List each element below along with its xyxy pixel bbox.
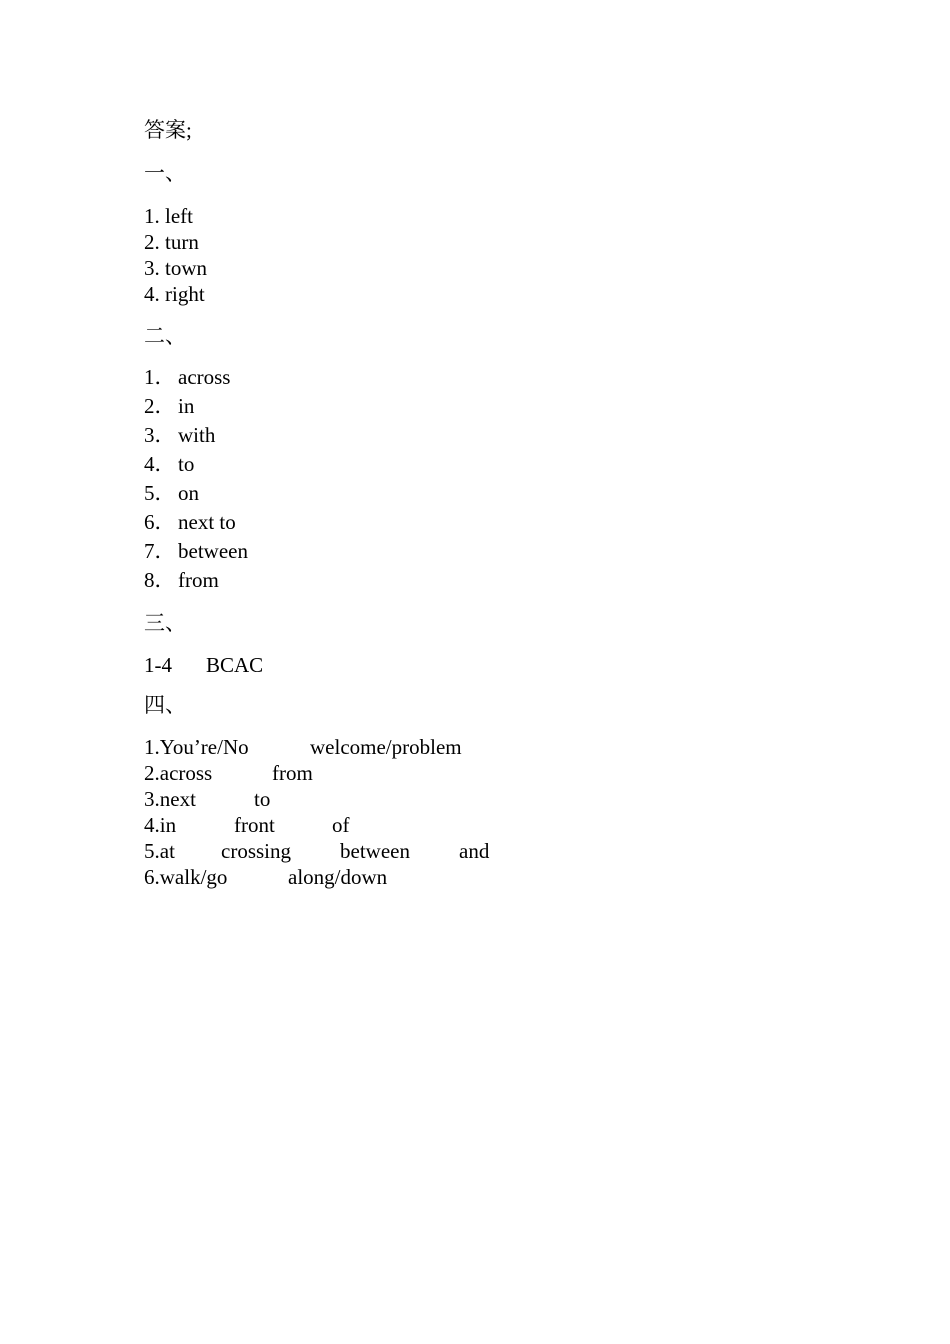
row-word: 2.across — [144, 761, 213, 785]
section-2-item — [144, 451, 194, 477]
row-word: 3.next — [144, 787, 196, 811]
section-2-item — [144, 393, 194, 419]
section-4-row — [144, 760, 544, 786]
item-answer: from — [178, 568, 219, 592]
item-number: 6． — [144, 510, 176, 534]
section-4-row — [144, 812, 544, 838]
section-2-item — [144, 567, 219, 593]
row-word: 5.at — [144, 839, 175, 863]
section-1-item: 4. right — [144, 282, 205, 306]
answer-letters: BCAC — [206, 653, 264, 677]
item-number: 7． — [144, 539, 176, 563]
row-word: 4.in — [144, 813, 177, 837]
answer-range: 1-4 — [144, 653, 172, 677]
document-title: 答案; — [144, 118, 192, 142]
section-3-item — [144, 652, 544, 678]
section-1-item: 3. town — [144, 256, 207, 280]
row-word: welcome/problem — [310, 735, 462, 759]
item-answer: across — [178, 365, 231, 389]
section-4-row — [144, 786, 544, 812]
row-word: to — [254, 787, 271, 811]
item-answer: in — [178, 394, 195, 418]
section-1-item: 1. left — [144, 204, 193, 228]
section-2-item — [144, 538, 248, 564]
section-4-row — [144, 838, 544, 864]
section-4-row — [144, 864, 544, 890]
item-number: 4． — [144, 452, 176, 476]
item-answer: between — [178, 539, 248, 563]
section-2-item — [144, 364, 230, 390]
row-word: 6.walk/go — [144, 865, 228, 889]
section-2-heading: 二、 — [144, 324, 186, 348]
item-number: 8． — [144, 568, 176, 592]
item-answer: to — [178, 452, 195, 476]
section-2-item — [144, 422, 215, 448]
section-3-heading: 三、 — [144, 611, 186, 635]
row-word: of — [332, 813, 350, 837]
row-word: from — [272, 761, 313, 785]
section-4-heading: 四、 — [144, 693, 186, 717]
row-word: 1.You’re/No — [144, 735, 249, 759]
row-word: along/down — [288, 865, 388, 889]
item-number: 1． — [144, 365, 176, 389]
row-word: crossing — [221, 839, 291, 863]
section-2-item — [144, 509, 236, 535]
row-word: front — [234, 813, 275, 837]
row-word: and — [459, 839, 490, 863]
item-answer: with — [178, 423, 216, 447]
section-1-heading: 一、 — [144, 161, 186, 185]
item-answer: on — [178, 481, 199, 505]
row-word: between — [340, 839, 410, 863]
section-4-row — [144, 734, 544, 760]
item-answer: next to — [178, 510, 236, 534]
item-number: 3． — [144, 423, 176, 447]
section-2-item — [144, 480, 199, 506]
item-number: 2． — [144, 394, 176, 418]
section-1-item: 2. turn — [144, 230, 199, 254]
item-number: 5． — [144, 481, 176, 505]
